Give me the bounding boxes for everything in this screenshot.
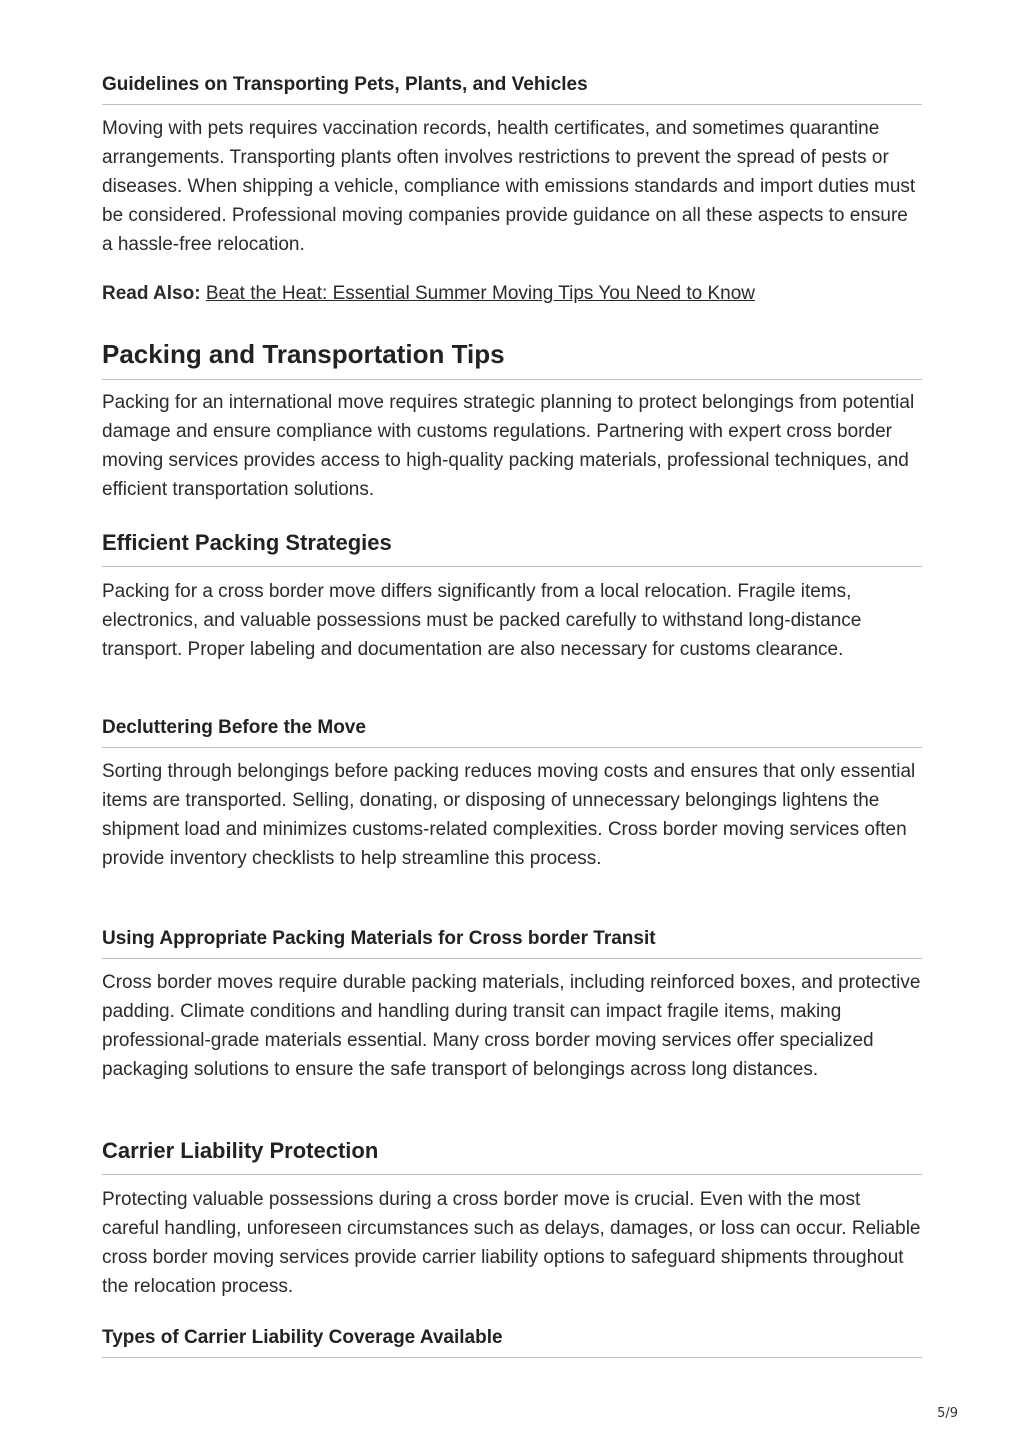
pets-body-block [102, 114, 922, 259]
section-heading: Guidelines on Transporting Pets, Plants, and Vehicles [102, 74, 922, 105]
page-number: 5/9 [937, 1406, 958, 1421]
packing-transport-body-block [102, 388, 922, 504]
paragraph: Cross border moves require durable packing materials, including reinforced boxes, and protective padding. Climate conditions and handling during transit can impact fragile items, making professional-grade materials essential. Many cross border moving services offer specialized packaging solutions to ensure the safe transport of belongings across long distances. [102, 972, 921, 1080]
packing-transport-section [102, 339, 922, 380]
section-heading: Packing and Transportation Tips [102, 339, 922, 380]
materials-body-block [102, 968, 922, 1084]
paragraph: Moving with pets requires vaccination records, health certificates, and sometimes quarantine arrangements. Transporting plants often involves restrictions to prevent the spread of pests or diseases. When shipping a vehicle, compliance with emissions standards and import duties must be considered. Professional moving companies provide guidance on all these aspects to ensure a hassle-free relocation. [102, 118, 916, 255]
materials-section [102, 928, 922, 959]
efficient-packing-section [102, 530, 922, 567]
section-heading: Decluttering Before the Move [102, 717, 922, 748]
efficient-packing-body-block [102, 577, 922, 664]
section-heading: Types of Carrier Liability Coverage Available [102, 1327, 922, 1358]
read-also-label: Read Also: [102, 283, 201, 304]
paragraph: Packing for an international move requires strategic planning to protect belongings from potential damage and ensure compliance with customs regulations. Partnering with expert cross border moving services provides access to high-quality packing materials, professional techniques, and efficient transportation solutions. [102, 392, 915, 500]
paragraph: Protecting valuable possessions during a cross border move is crucial. Even with the most careful handling, unforeseen circumstances such as delays, damages, or loss can occur. Reliable cross border moving services provide carrier liability options to safeguard shipments throughout the relocation process. [102, 1189, 921, 1297]
decluttering-section [102, 717, 922, 748]
liability-section [102, 1138, 922, 1175]
read-also-link[interactable]: Beat the Heat: Essential Summer Moving Tips You Need to Know [205, 283, 756, 304]
pets-section [102, 74, 922, 105]
decluttering-body-block [102, 757, 922, 873]
coverage-section [102, 1327, 922, 1358]
paragraph: Packing for a cross border move differs significantly from a local relocation. Fragile items, electronics, and valuable possessions must be packed carefully to withstand long-distance transport. Proper labeling and documentation are also necessary for customs clearance. [102, 581, 862, 660]
section-heading: Using Appropriate Packing Materials for Cross border Transit [102, 928, 922, 959]
section-heading: Efficient Packing Strategies [102, 530, 922, 567]
liability-body-block [102, 1185, 922, 1301]
read-also [102, 279, 922, 308]
section-heading: Carrier Liability Protection [102, 1138, 922, 1175]
paragraph: Sorting through belongings before packing reduces moving costs and ensures that only essential items are transported. Selling, donating, or disposing of unnecessary belongings lightens the shipment load and minimizes customs-related complexities. Cross border moving services often provide inventory checklists to help streamline this process. [102, 761, 916, 869]
